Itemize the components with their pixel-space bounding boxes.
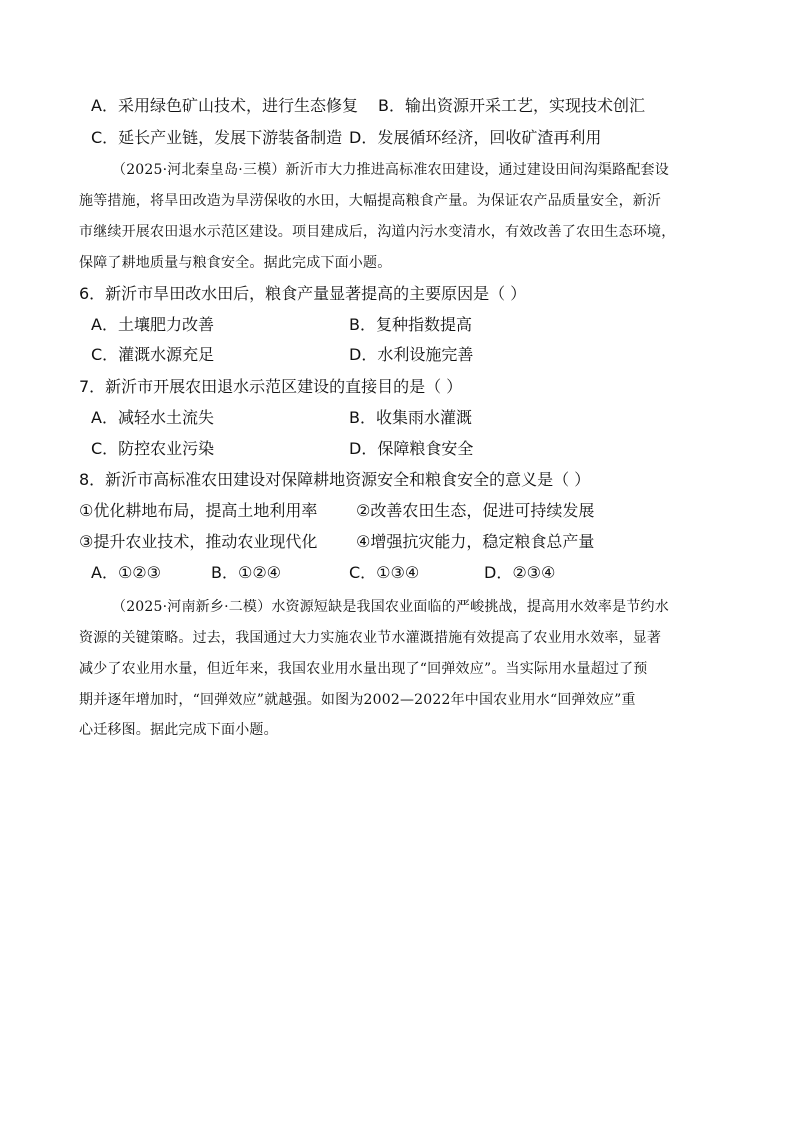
q8-item-3: ③提升农业技术，推动农业现代化 [79, 532, 318, 551]
q8-item-1: ①优化耕地布局，提高土地利用率 [79, 501, 318, 520]
passage2-line-1: （2025·河南新乡·二模）水资源短缺是我国农业面临的严峻挑战，提高用水效率是节约水 [112, 599, 669, 615]
q8-option-d: D．②③④ [484, 563, 556, 582]
q8-option-a: A．①②③ [91, 563, 161, 582]
passage2-line-5: 心迁移图。据此完成下面小题。 [79, 722, 278, 738]
q5-option-c: C．延长产业链，发展下游装备制造 [91, 128, 343, 147]
q6-option-a: A．土壤肥力改善 [91, 315, 214, 334]
q6-stem: 6．新沂市旱田改水田后，粮食产量显著提高的主要原因是（ ） [79, 284, 527, 303]
q8-option-c: C．①③④ [349, 563, 420, 582]
q7-option-d: D．保障粮食安全 [349, 439, 474, 458]
passage2-line-3: 减少了农业用水量，但近年来，我国农业用水量出现了“回弹效应”。当实际用水量超过了预 [79, 661, 648, 677]
q7-option-c: C．防控农业污染 [91, 439, 215, 458]
q5-option-d: D．发展循环经济，回收矿渣再利用 [349, 128, 602, 147]
q6-option-c: C．灌溉水源充足 [91, 345, 215, 364]
passage2-line-4: 期并逐年增加时，“回弹效应”就越强。如图为2002—2022年中国农业用水“回弹效应”重 [79, 692, 636, 708]
q8-item-2: ②改善农田生态，促进可持续发展 [356, 501, 595, 520]
q7-stem: 7．新沂市开展农田退水示范区建设的直接目的是（ ） [79, 377, 463, 396]
passage1-line-3: 市继续开展农田退水示范区建设。项目建成后，沟道内污水变清水，有效改善了农田生态环境， [79, 224, 676, 240]
q7-option-a: A．减轻水土流失 [91, 408, 214, 427]
q8-stem: 8．新沂市高标准农田建设对保障耕地资源安全和粮食安全的意义是（ ） [79, 470, 591, 489]
q6-option-d: D．水利设施完善 [349, 345, 474, 364]
passage1-line-1: （2025·河北秦皇岛·三模）新沂市大力推进高标准农田建设，通过建设田间沟渠路配套设 [112, 162, 669, 178]
q8-item-4: ④增强抗灾能力，稳定粮食总产量 [356, 532, 595, 551]
q5-option-a: A．采用绿色矿山技术，进行生态修复 [91, 96, 358, 115]
q7-option-b: B．收集雨水灌溉 [349, 408, 472, 427]
q5-option-b: B．输出资源开采工艺，实现技术创汇 [378, 96, 645, 115]
q6-option-b: B．复种指数提高 [349, 315, 472, 334]
passage1-line-4: 保障了耕地质量与粮食安全。据此完成下面小题。 [79, 255, 392, 271]
passage2-line-2: 资源的关键策略。过去，我国通过大力实施农业节水灌溉措施有效提高了农业用水效率，显著 [79, 630, 662, 646]
q8-option-b: B．①②④ [211, 563, 282, 582]
passage1-line-2: 施等措施，将旱田改造为旱涝保收的水田，大幅提高粮食产量。为保证农产品质量安全，新沂 [79, 193, 662, 209]
